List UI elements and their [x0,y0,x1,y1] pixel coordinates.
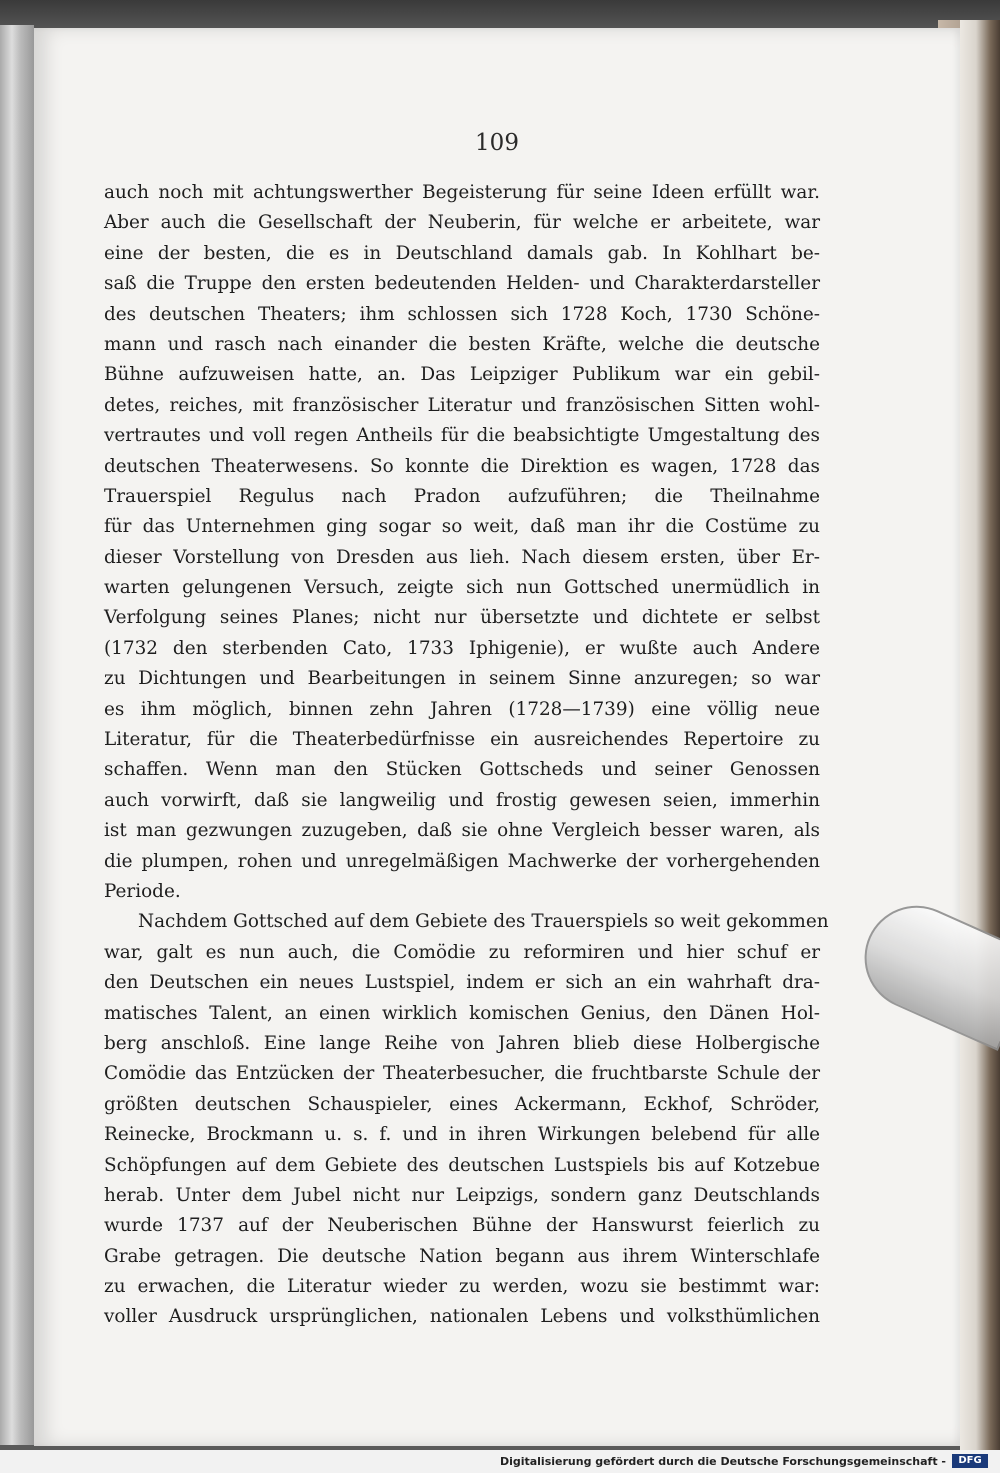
text-line: mann und rasch nach einander die besten Kräfte, welche die deutsche [104,333,820,355]
text-line: zu erwachen, die Literatur wieder zu werden, wozu sie bestimmt war: [104,1276,820,1298]
footer-bar [0,1450,1000,1473]
text-line: eine der besten, die es in Deutschland damals gab. In Kohlhart be- [104,242,820,264]
text-line: Bühne aufzuweisen hatte, an. Das Leipziger Publikum war ein gebil- [104,364,820,386]
text-line: voller Ausdruck ursprünglichen, nationalen Lebens und volksthümlichen [104,1306,820,1328]
text-line: auch vorwirft, daß sie langweilig und frostig gewesen seien, immerhin [104,789,820,811]
text-line: größten deutschen Schauspieler, eines Ackermann, Eckhof, Schröder, [104,1093,820,1115]
book-cover [960,20,1000,1450]
book-page [34,28,960,1446]
text-line: saß die Truppe den ersten bedeutenden Helden- und Charakterdarsteller [104,273,820,295]
text-line: berg anschloß. Eine lange Reihe von Jahren blieb diese Holbergische [104,1032,820,1054]
text-line: deutschen Theaterwesens. So konnte die Direktion es wagen, 1728 das [104,455,820,477]
text-line: Nachdem Gottsched auf dem Gebiete des Trauerspiels so weit gekommen [138,911,829,933]
text-line: auch noch mit achtungswerther Begeisterung für seine Ideen erfüllt war. [104,182,820,203]
text-line: des deutschen Theaters; ihm schlossen sich 1728 Koch, 1730 Schöne- [104,303,820,325]
text-line: Schöpfungen auf dem Gebiete des deutschen Lustspiels bis auf Kotzebue [104,1154,820,1176]
text-line: detes, reiches, mit französischer Literatur und französischen Sitten wohl- [104,394,820,416]
text-line: für das Unternehmen ging sogar so weit, daß man ihr die Costüme zu [104,516,820,538]
text-line: matisches Talent, an einen wirklich komischen Genius, den Dänen Hol- [104,1002,820,1024]
text-line: schaffen. Wenn man den Stücken Gottscheds und seiner Genossen [104,759,820,781]
text-line: Aber auch die Gesellschaft der Neuberin, für welche er arbeitete, war [104,212,820,234]
text-line: Grabe getragen. Die deutsche Nation begann aus ihrem Winterschlafe [104,1245,820,1267]
text-line: Trauerspiel Regulus nach Pradon aufzuführen; die Theilnahme [104,485,820,507]
text-line: Reinecke, Brockmann u. s. f. und in ihren Wirkungen belebend für alle [104,1124,820,1146]
text-line: es ihm möglich, binnen zehn Jahren (1728—1739) eine völlig neue [104,698,820,720]
text-line: warten gelungenen Versuch, zeigte sich nun Gottsched unermüdlich in [104,577,820,599]
page-number: 109 [475,130,519,156]
book-gutter [0,25,34,1445]
text-line: die plumpen, rohen und unregelmäßigen Machwerke der vorhergehenden [104,850,820,872]
text-line: wurde 1737 auf der Neuberischen Bühne der Hanswurst feierlich zu [104,1215,820,1237]
text-line: Comödie das Entzücken der Theaterbesucher, die fruchtbarste Schule der [104,1063,820,1085]
text-line: war, galt es nun auch, die Comödie zu reformiren und hier schuf er [104,941,820,963]
text-line: herab. Unter dem Jubel nicht nur Leipzigs, sondern ganz Deutschlands [104,1184,820,1206]
text-line: vertrautes und voll regen Antheils für die beabsichtigte Umgestaltung des [104,425,820,447]
text-line: dieser Vorstellung von Dresden aus lieh. Nach diesem ersten, über Er- [104,546,820,568]
text-line: Literatur, für die Theaterbedürfnisse ein ausreichendes Repertoire zu [104,729,820,751]
text-line: Verfolgung seines Planes; nicht nur übersetzte und dichtete er selbst [104,607,820,629]
text-line: (1732 den sterbenden Cato, 1733 Iphigenie), er wußte auch Andere [104,637,820,659]
dfg-logo: DFG [952,1454,988,1468]
text-line: Periode. [104,880,181,902]
text-line: ist man gezwungen zuzugeben, daß sie ohne Vergleich besser waren, als [104,820,820,842]
page-text [104,178,829,1333]
text-line: zu Dichtungen und Bearbeitungen in seinem Sinne anzuregen; so war [104,668,820,690]
footer-credit: Digitalisierung gefördert durch die Deutsche Forschungsgemeinschaft - [499,1455,946,1468]
text-line: den Deutschen ein neues Lustspiel, indem er sich an ein wahrhaft dra- [104,972,820,994]
